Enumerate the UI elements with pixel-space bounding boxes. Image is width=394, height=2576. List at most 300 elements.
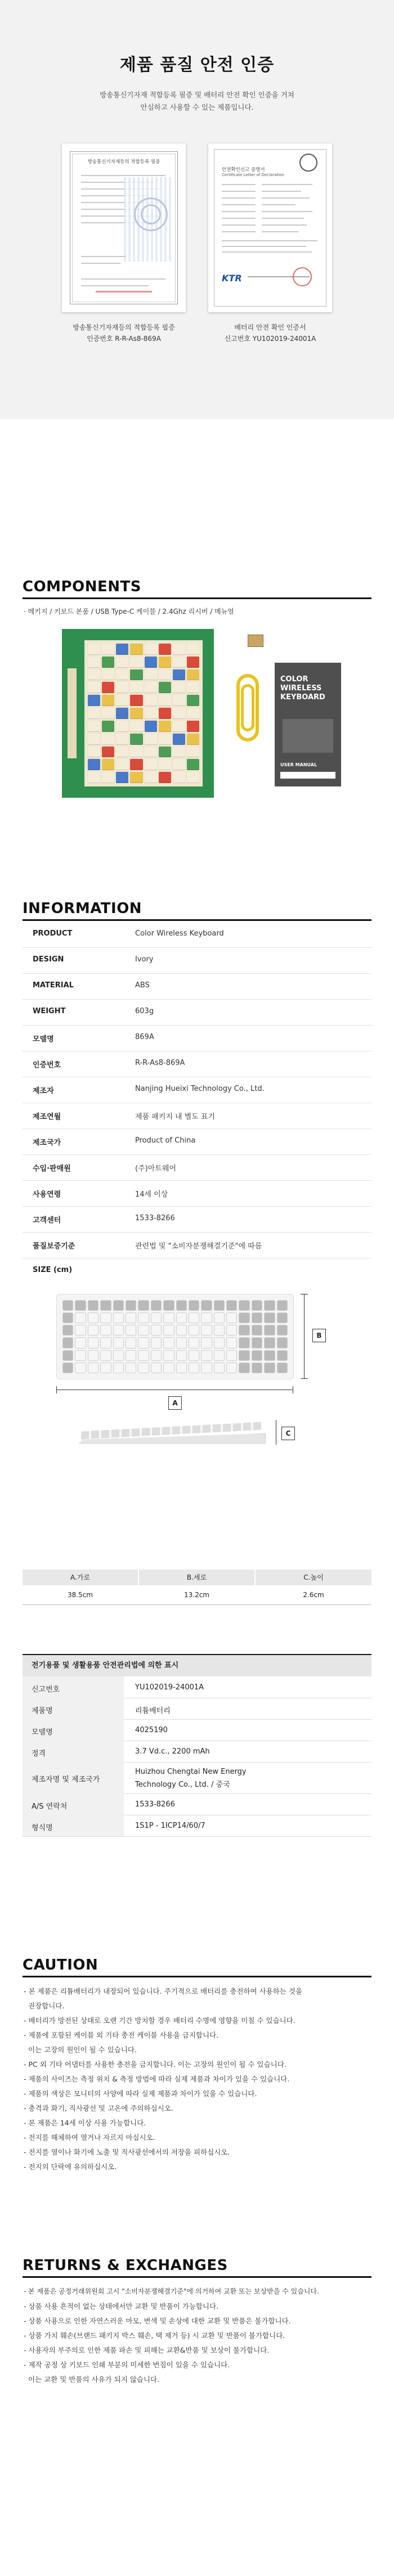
esafety-value: 3.7 Vd.c., 2200 mAh xyxy=(135,1747,210,1756)
info-row xyxy=(23,947,371,974)
keycap xyxy=(130,682,142,693)
keycap xyxy=(88,772,100,783)
keycap xyxy=(88,759,100,770)
returns-item: - 상품 가치 훼손(브랜드 패키지 박스 훼손, 택 제거 등) 시 교환 및 반품이 불가합니다. xyxy=(24,2331,285,2340)
esafety-row xyxy=(23,1815,371,1837)
keycap xyxy=(159,734,171,745)
keycap xyxy=(239,1325,249,1336)
esafety-row xyxy=(23,1719,371,1741)
keycap xyxy=(126,1337,136,1348)
keycap xyxy=(116,708,128,719)
info-value: 관련법 및 "소비자분쟁해결기준"에 따름 xyxy=(135,1242,262,1251)
dim-a-text: A xyxy=(172,1399,178,1407)
cert-description xyxy=(84,89,310,114)
keycap xyxy=(264,1325,275,1336)
keycap xyxy=(187,759,199,770)
keycap xyxy=(62,1350,73,1361)
keyboard-top-view xyxy=(56,1294,294,1379)
keycap xyxy=(159,669,171,681)
keycap xyxy=(88,1363,98,1373)
keycap xyxy=(264,1300,275,1311)
keycap xyxy=(102,708,114,719)
keycap xyxy=(226,1325,237,1336)
info-value: Ivory xyxy=(135,955,154,964)
keycap xyxy=(159,721,171,732)
keycap xyxy=(88,669,100,681)
info-value: Product of China xyxy=(135,1136,196,1145)
info-row xyxy=(23,1051,371,1077)
esafety-title xyxy=(23,1655,371,1676)
keycap xyxy=(239,1350,249,1361)
manual-cover-line: COLOR xyxy=(280,675,308,684)
cert-title: 제품 품질 안전 인증 xyxy=(119,55,275,75)
keycap xyxy=(189,1350,199,1361)
user-manual-illustration xyxy=(275,663,341,786)
info-value: Color Wireless Keyboard xyxy=(135,929,224,938)
info-key: WEIGHT xyxy=(33,1007,66,1015)
info-key: 제조국가 xyxy=(33,1139,61,1147)
returns-heading: RETURNS & EXCHANGES xyxy=(23,2257,228,2274)
manual-cover-line: KEYBOARD xyxy=(280,693,325,702)
info-row xyxy=(23,1258,371,1284)
keycap xyxy=(75,1350,86,1361)
keycap xyxy=(151,1325,162,1336)
keycap xyxy=(100,1337,111,1348)
components-photo xyxy=(62,629,343,798)
info-row xyxy=(23,1180,371,1207)
esafety-row xyxy=(23,1698,371,1720)
divider xyxy=(23,1604,371,1605)
caution-item: - 배터리가 방전된 상태로 오랜 기간 방치할 경우 배터리 수명에 영향을 미칠 수 있습니다. xyxy=(24,2016,296,2025)
keycap xyxy=(163,1300,174,1311)
keycap xyxy=(159,747,171,758)
keycap xyxy=(113,1312,124,1323)
keycap xyxy=(130,644,142,655)
returns-item: - 사용자의 부주의로 인한 제품 파손 및 피해는 교환&반품 및 보상이 불가합니다. xyxy=(24,2346,270,2354)
keycap xyxy=(173,759,185,770)
keycap xyxy=(88,747,100,758)
info-row xyxy=(23,1154,371,1181)
keycap xyxy=(173,695,185,706)
keycap xyxy=(138,1325,149,1336)
dim-b-text: B xyxy=(316,1332,322,1339)
caution-item: - 충격과 화기, 직사광선 및 고온에 주의하십시오. xyxy=(24,2104,173,2112)
esafety-key: 형식명 xyxy=(32,1824,53,1832)
esafety-row xyxy=(23,1676,371,1698)
keycap xyxy=(116,644,128,655)
keycap xyxy=(126,1363,136,1373)
dim-c-text: C xyxy=(285,1429,291,1437)
keycap xyxy=(116,772,128,783)
keycap xyxy=(173,708,185,719)
esafety-value: Technology Co., Ltd. / 중국 xyxy=(135,1781,230,1789)
components-heading: COMPONENTS xyxy=(23,578,141,595)
keycap xyxy=(62,1300,73,1311)
keycap xyxy=(138,1337,149,1348)
dim-label-a xyxy=(168,1396,182,1410)
keycap xyxy=(201,1337,212,1348)
info-key: 제조연월 xyxy=(33,1113,61,1121)
keycap xyxy=(145,772,157,783)
components-list: · 메키지 / 키보드 본품 / USB Type-C 케이블 / 2.4Ghz 리시버 / 메뉴얼 xyxy=(24,608,234,615)
keycap xyxy=(163,1325,174,1336)
info-key: 품질보증기준 xyxy=(33,1242,75,1251)
keyboard-box-illustration xyxy=(62,629,214,798)
keycap xyxy=(176,1363,187,1373)
keycap xyxy=(88,657,100,668)
esafety-row xyxy=(23,1762,371,1794)
info-key: 모델명 xyxy=(33,1035,54,1044)
keycap xyxy=(159,695,171,706)
keycap xyxy=(130,669,142,681)
keycap xyxy=(113,1363,124,1373)
keycap xyxy=(187,721,199,732)
keycap xyxy=(116,695,128,706)
usb-receiver-illustration xyxy=(248,635,263,647)
keycap xyxy=(145,747,157,758)
seal-stamp xyxy=(293,267,312,286)
keycap xyxy=(226,1300,237,1311)
battery-certificate-document xyxy=(208,143,332,312)
keycap xyxy=(187,682,199,693)
certification-section xyxy=(0,0,394,419)
keycap xyxy=(116,721,128,732)
esafety-value: 리튬배터리 xyxy=(135,1707,171,1715)
returns-item: - 상품 사용 흔적이 없는 상태에서만 교환 및 반품이 가능합니다. xyxy=(24,2302,219,2310)
keycap xyxy=(62,1337,73,1348)
keycap xyxy=(145,734,157,745)
right-cert-caption xyxy=(197,322,343,344)
keycap xyxy=(130,695,142,706)
info-value: 14세 이상 xyxy=(135,1190,168,1199)
keycap xyxy=(116,759,128,770)
keycap xyxy=(187,669,199,681)
esafety-value: Huizhou Chengtai New Energy xyxy=(135,1768,247,1776)
keycap xyxy=(130,734,142,745)
keycap xyxy=(226,1363,237,1373)
keycap xyxy=(173,721,185,732)
keycap xyxy=(226,1350,237,1361)
keycap xyxy=(145,669,157,681)
keycap xyxy=(102,772,114,783)
keycap xyxy=(252,1363,262,1373)
keycap xyxy=(187,644,199,655)
divider xyxy=(23,1976,371,1977)
info-key: MATERIAL xyxy=(33,981,74,990)
size-label: SIZE (cm) xyxy=(33,1266,73,1274)
keycap xyxy=(102,657,114,668)
kc-mark-icon xyxy=(299,154,317,172)
keycap xyxy=(252,1300,262,1311)
keycap xyxy=(151,1300,162,1311)
keycap xyxy=(173,772,185,783)
keycap xyxy=(102,682,114,693)
keycap xyxy=(214,1363,225,1373)
caution-item: - 본 제품은 14세 이상 사용 가능합니다. xyxy=(24,2119,146,2127)
esafety-row xyxy=(23,1741,371,1763)
keycap xyxy=(145,708,157,719)
keycap xyxy=(201,1312,212,1323)
cert-desc-line: 방송통신기자재 적합등록 필증 및 배터리 안전 확인 인증을 거쳐 xyxy=(100,91,294,99)
keycap xyxy=(277,1363,288,1373)
size-value: 38.5cm xyxy=(67,1591,93,1599)
keycap xyxy=(176,1325,187,1336)
keycap xyxy=(187,708,199,719)
caution-item: - 전지의 단락에 유의하십시오. xyxy=(24,2163,117,2171)
caution-item: - PC 외 기타 어댑터를 사용한 충전을 금지합니다. 이는 고장의 원인이 될 수 있습니다. xyxy=(24,2060,286,2069)
caption-line: 신고번호 YU102019-24001A xyxy=(224,335,316,343)
manual-cover-line: WIRELESS xyxy=(280,684,322,693)
keycap xyxy=(163,1337,174,1348)
keycap xyxy=(151,1350,162,1361)
caution-heading: CAUTION xyxy=(23,1957,98,1973)
keycap xyxy=(75,1312,86,1323)
keycap xyxy=(264,1363,275,1373)
keycap xyxy=(88,1312,98,1323)
keycap xyxy=(88,721,100,732)
dim-label-c xyxy=(281,1427,295,1440)
caption-line: 배터리 안전 확인 인증서 xyxy=(234,323,306,331)
keycap xyxy=(214,1350,225,1361)
info-key: 제조자 xyxy=(33,1087,54,1095)
keycap xyxy=(116,734,128,745)
keycap xyxy=(130,759,142,770)
info-value: 제품 패키지 내 별도 표기 xyxy=(135,1113,216,1121)
keycap xyxy=(239,1337,249,1348)
keycap xyxy=(189,1312,199,1323)
info-value: 869A xyxy=(135,1033,154,1041)
keycap xyxy=(187,657,199,668)
keycap xyxy=(277,1325,288,1336)
keycap xyxy=(189,1337,199,1348)
keycap xyxy=(187,695,199,706)
keycap xyxy=(100,1363,111,1373)
esafety-key: 제품명 xyxy=(32,1707,53,1715)
keycap xyxy=(151,1337,162,1348)
keycap xyxy=(145,721,157,732)
info-key: 수입·판매원 xyxy=(33,1165,71,1173)
returns-item: - 상품 사용으로 인한 자연스러운 마모, 변색 및 손상에 대한 교환 및 반품은 불가합니다. xyxy=(24,2317,291,2325)
keycap xyxy=(176,1350,187,1361)
caption-line: 인증번호 R-R-As8-869A xyxy=(87,335,161,343)
keycap xyxy=(130,657,142,668)
keycap xyxy=(75,1325,86,1336)
keycap xyxy=(187,747,199,758)
keycap xyxy=(145,682,157,693)
keycap xyxy=(264,1350,275,1361)
keycap xyxy=(113,1350,124,1361)
keycap xyxy=(88,644,100,655)
keycap xyxy=(138,1350,149,1361)
keycap xyxy=(201,1300,212,1311)
doc2-title: 안전확인신고 증명서 xyxy=(222,167,265,173)
keycap xyxy=(239,1312,249,1323)
dim-label-b xyxy=(312,1329,326,1342)
keycap xyxy=(145,695,157,706)
size-value: 2.6cm xyxy=(303,1591,324,1599)
keycap xyxy=(239,1300,249,1311)
keycap xyxy=(173,682,185,693)
keycap xyxy=(277,1312,288,1323)
keycap xyxy=(252,1350,262,1361)
keycap xyxy=(102,644,114,655)
divider xyxy=(23,2276,371,2278)
keycap xyxy=(88,695,100,706)
info-row xyxy=(23,973,371,1000)
keycap xyxy=(189,1300,199,1311)
info-row xyxy=(23,1232,371,1258)
keycap xyxy=(113,1337,124,1348)
keycap xyxy=(214,1300,225,1311)
keycap xyxy=(226,1337,237,1348)
info-key: PRODUCT xyxy=(33,929,73,938)
keycap xyxy=(126,1300,136,1311)
keycap xyxy=(201,1350,212,1361)
caution-item: - 전지를 해체하여 열거나 자르지 마십시오. xyxy=(24,2133,155,2142)
keycap xyxy=(130,721,142,732)
keycap xyxy=(151,1312,162,1323)
left-cert-caption xyxy=(51,322,197,344)
keycap xyxy=(159,772,171,783)
keycap xyxy=(151,1363,162,1373)
radio-certificate-document xyxy=(62,143,186,312)
divider xyxy=(23,597,371,599)
keycap xyxy=(102,734,114,745)
keycap xyxy=(189,1363,199,1373)
keycap xyxy=(159,644,171,655)
keycap xyxy=(159,657,171,668)
keycap xyxy=(116,669,128,681)
keycap xyxy=(226,1312,237,1323)
keycap xyxy=(88,1325,98,1336)
keycap xyxy=(201,1325,212,1336)
keycap xyxy=(145,657,157,668)
info-value: 1533-8266 xyxy=(135,1214,175,1222)
cert-desc-line: 안심하고 사용할 수 있는 제품입니다. xyxy=(140,103,254,111)
esafety-key: 정격 xyxy=(32,1750,46,1758)
info-value: (주)아트웨어 xyxy=(135,1165,176,1173)
keycap xyxy=(62,1363,73,1373)
keycap xyxy=(264,1312,275,1323)
size-diagram xyxy=(56,1294,371,1558)
ktr-logo: KTR xyxy=(222,273,242,284)
keycap xyxy=(102,669,114,681)
keycap xyxy=(113,1300,124,1311)
esafety-key: 제조자명 및 제조국가 xyxy=(32,1775,100,1784)
size-header: A.가로 xyxy=(23,1570,138,1585)
esafety-value: YU102019-24001A xyxy=(135,1683,204,1692)
keycap xyxy=(187,734,199,745)
returns-item: - 본 제품은 공정거래위원회 고시 "소비자분쟁해결기준"에 의거하여 교환 또는 보상받을 수 있습니다. xyxy=(24,2287,319,2295)
keycap xyxy=(163,1312,174,1323)
info-row xyxy=(23,1025,371,1051)
keycap xyxy=(88,1300,98,1311)
info-value: ABS xyxy=(135,981,150,990)
keyboard-side-view xyxy=(79,1423,265,1444)
keycap xyxy=(176,1300,187,1311)
info-row xyxy=(23,1103,371,1129)
keycap xyxy=(88,682,100,693)
caution-item: - 본 제품은 리튬배터리가 내장되어 있습니다. 주기적으로 배터리를 충전하여 사용하는 것을 xyxy=(24,1987,302,1995)
esafety-value: 4025190 xyxy=(135,1726,168,1734)
keycap xyxy=(277,1337,288,1348)
keycap xyxy=(126,1325,136,1336)
returns-item: - 제작 공정 상 키보드 인쇄 부분의 미세한 번짐이 있을 수 있습니다. xyxy=(24,2361,230,2369)
keycap xyxy=(88,1350,98,1361)
keycap xyxy=(252,1312,262,1323)
caution-item: - 전지를 열이나 화기에 노출 및 직사광선에서의 저장을 피하십시오. xyxy=(24,2148,230,2156)
esafety-key: 모델명 xyxy=(32,1728,53,1737)
size-value: 13.2cm xyxy=(183,1591,209,1599)
info-row xyxy=(23,1077,371,1103)
keycap xyxy=(163,1350,174,1361)
keycap xyxy=(173,747,185,758)
keycap xyxy=(159,759,171,770)
keycap xyxy=(130,747,142,758)
keycap xyxy=(187,772,199,783)
keycap xyxy=(116,682,128,693)
keycap xyxy=(163,1363,174,1373)
keycap xyxy=(239,1363,249,1373)
info-row xyxy=(23,1206,371,1233)
keycap xyxy=(75,1337,86,1348)
caution-item: 권장합니다. xyxy=(28,2002,65,2010)
esafety-key: 신고번호 xyxy=(32,1685,60,1694)
keycap xyxy=(252,1325,262,1336)
size-header: B.세로 xyxy=(139,1570,254,1585)
keycap xyxy=(173,644,185,655)
keycap xyxy=(145,644,157,655)
keycap xyxy=(102,759,114,770)
keycap xyxy=(189,1325,199,1336)
caption-line: 방송통신기자재등의 적합등록 필증 xyxy=(73,323,175,331)
divider xyxy=(23,919,371,921)
doc2-subtitle: Certificate Letter of Declaration xyxy=(222,173,284,177)
keycap xyxy=(102,695,114,706)
keycap xyxy=(100,1312,111,1323)
keycap xyxy=(88,734,100,745)
keycap xyxy=(100,1350,111,1361)
keycap xyxy=(102,721,114,732)
keycap xyxy=(264,1337,275,1348)
keycap xyxy=(126,1350,136,1361)
esafety-value: 1533-8266 xyxy=(135,1800,175,1809)
caution-item: 이는 고장의 원인이 될 수 있습니다. xyxy=(28,2045,137,2054)
esafety-title-text: 전기용품 및 생활용품 안전관리법에 의한 표시 xyxy=(32,1661,179,1670)
esafety-row xyxy=(23,1793,371,1815)
info-key: 인증번호 xyxy=(33,1061,61,1069)
caution-item: - 제품의 색상은 모니터의 사양에 따라 실제 제품과 차이가 있을 수 있습니다. xyxy=(24,2089,257,2098)
keycap xyxy=(214,1337,225,1348)
keycap xyxy=(145,759,157,770)
keycap xyxy=(277,1350,288,1361)
caution-item: - 제품의 사이즈는 측정 위치 & 측정 방법에 따라 실제 제품과 차이가 있을 수 있습니다. xyxy=(24,2075,290,2083)
manual-footer: USER MANUAL xyxy=(280,762,317,767)
info-key: 고객센터 xyxy=(33,1216,61,1225)
keycap xyxy=(116,657,128,668)
keycap xyxy=(126,1312,136,1323)
keycap xyxy=(116,747,128,758)
keycap xyxy=(176,1312,187,1323)
usb-cable-illustration xyxy=(231,668,265,747)
information-heading: INFORMATION xyxy=(23,900,142,917)
keycap xyxy=(173,657,185,668)
keycap xyxy=(138,1363,149,1373)
info-value: Nanjing Hueixi Technology Co., Ltd. xyxy=(135,1085,265,1093)
keycap xyxy=(113,1325,124,1336)
info-value: 603g xyxy=(135,1007,154,1015)
keycap xyxy=(62,1312,73,1323)
